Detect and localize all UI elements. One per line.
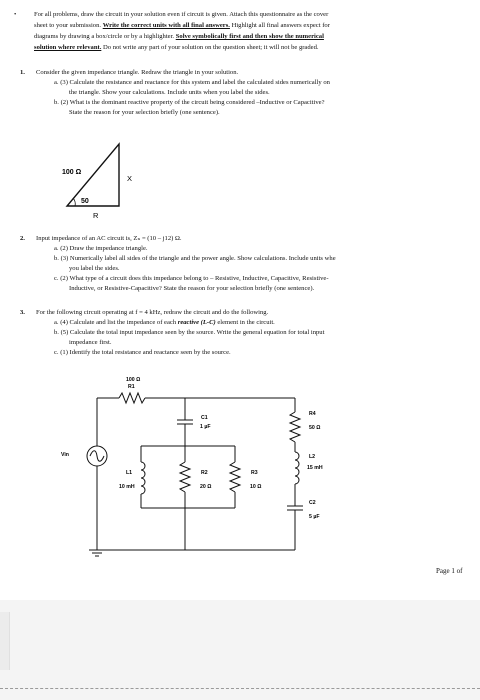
q3-part-a	[54, 318, 275, 327]
triangle-reactance-label: X	[127, 174, 133, 183]
viewer-side-gutter	[0, 612, 10, 670]
instruction-emphasis: solution where relevant.	[34, 44, 102, 51]
viewer-background	[0, 600, 480, 700]
instruction-text: Highlight all final answers expect for	[229, 22, 330, 29]
r1-value-label: 100 Ω	[126, 377, 141, 383]
c2-name-label: C2	[309, 500, 316, 506]
page-number: Page 1 of	[436, 567, 463, 575]
c1-value-label: 1 µF	[200, 424, 211, 430]
instruction-emphasis: Solve symbolically first and then show the numerical	[175, 33, 324, 40]
triangle-hypotenuse-label: 100 Ω	[62, 169, 82, 176]
instruction-bullet: •	[14, 11, 17, 18]
r2-value-label: 20 Ω	[200, 484, 212, 490]
q2-part-a: a. (2) Draw the impedance triangle.	[54, 245, 148, 252]
circuit-diagram	[55, 368, 355, 568]
triangle-resistance-label: R	[93, 211, 99, 220]
instruction-line-4	[34, 43, 319, 52]
q2-part-c-line2: Inductive, or Resistive-Capacitive? State the reason for your selection briefly (one sentence).	[69, 285, 315, 292]
instruction-text: sheet to your submission.	[34, 22, 103, 29]
r1-name-label: R1	[128, 384, 135, 390]
q2-part-b-line1: b. (3) Numerically label all sides of the triangle and the power angle. Show calculations. Include units whe	[54, 255, 336, 262]
l1-value-label: 10 mH	[119, 484, 135, 490]
q2-part-c-line1: c. (2) What type of a circuit does this impedance belong to – Resistive, Inductive, Capacitive, Resistive-	[54, 275, 329, 282]
q1-number: 1.	[20, 69, 25, 76]
q3-number: 3.	[20, 309, 25, 316]
instruction-line-2	[34, 21, 330, 30]
q1-text: Consider the given impedance triangle. Redraw the triangle in your solution.	[36, 69, 239, 76]
r4-name-label: R4	[309, 411, 316, 417]
q3-part-c: c. (1) Identify the total resistance and reactance seen by the source.	[54, 349, 231, 356]
r3-value-label: 10 Ω	[250, 484, 262, 490]
vin-label: Vin	[61, 452, 69, 458]
l1-name-label: L1	[126, 470, 133, 476]
instruction-text: Do not write any part of your solution on the question sheet; it will not be graded.	[101, 44, 319, 51]
c1-name-label: C1	[201, 415, 208, 421]
impedance-triangle	[55, 140, 155, 225]
page-break-divider	[0, 688, 480, 689]
q2-part-b-line2: you label the sides.	[69, 265, 120, 272]
q2-text: Input impedance of an AC circuit is, Zₙ = (10 – j12) Ω.	[36, 235, 182, 242]
q3-part-a-text: a. (4) Calculate and list the impedance of each	[54, 319, 178, 326]
l2-value-label: 15 mH	[307, 465, 323, 471]
q1-part-a-line2: the triangle. Show your calculations. Include units when you label the sides.	[69, 89, 270, 96]
c2-value-label: 5 µF	[309, 514, 320, 520]
q1-part-a-line1: a. (3) Calculate the resistance and reactance for this system and label the calculated sides numerically on	[54, 79, 330, 86]
instruction-emphasis: Write the correct units with all final answers.	[102, 22, 230, 29]
q3-part-a-emphasis: reactive (L-C)	[177, 319, 216, 326]
q3-text: For the following circuit operating at f = 4 kHz, redraw the circuit and do the following.	[36, 309, 269, 316]
q3-part-a-text: element in the circuit.	[215, 319, 275, 326]
instruction-line-3	[34, 32, 324, 41]
instruction-text: diagrams by drawing a box/circle or by a highlighter.	[34, 33, 176, 40]
q1-part-b-line2: State the reason for your selection briefly (one sentence).	[69, 109, 220, 116]
q2-number: 2.	[20, 235, 25, 242]
q3-part-b-line1: b. (5) Calculate the total input impedance seen by the source. Write the general equation for total input	[54, 329, 325, 336]
triangle-angle-label: 50	[81, 198, 89, 205]
r3-name-label: R3	[251, 470, 258, 476]
q1-part-b-line1: b. (2) What is the dominant reactive property of the circuit being considered –Inductive or Capacitive?	[54, 99, 325, 106]
r4-value-label: 50 Ω	[309, 425, 321, 431]
instruction-line-1: For all problems, draw the circuit in your solution even if circuit is given. Attach this questionnaire as the cover	[34, 11, 329, 18]
r2-name-label: R2	[201, 470, 208, 476]
q3-part-b-line2: impedance first.	[69, 339, 112, 346]
l2-name-label: L2	[309, 454, 316, 460]
